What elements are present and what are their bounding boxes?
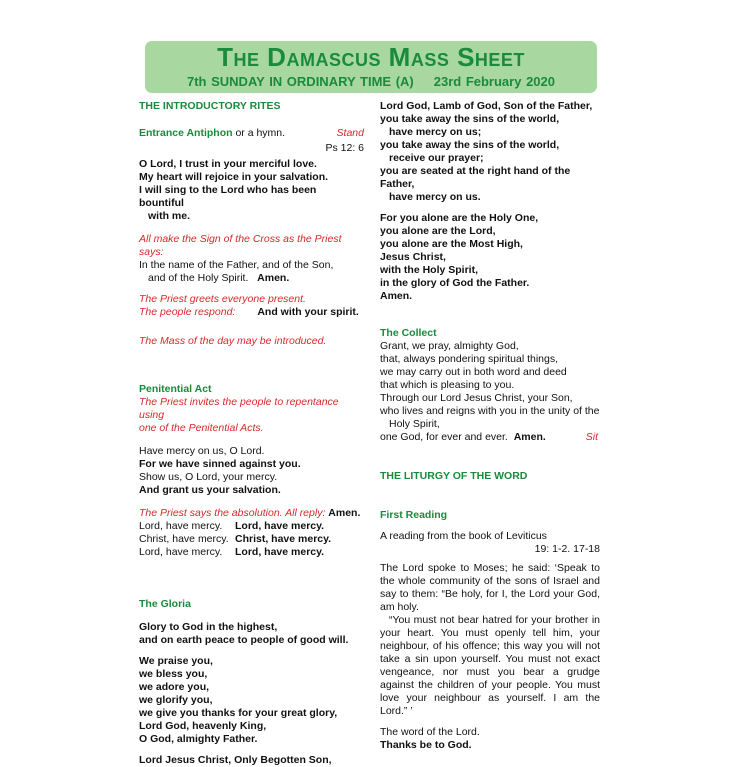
kyrie-row: Lord, have mercy. Lord, have mercy. bbox=[139, 520, 325, 532]
entrance-antiphon-line bbox=[139, 127, 364, 140]
penitential-call: Show us, O Lord, your mercy. bbox=[139, 471, 278, 483]
gloria-heading: The Gloria bbox=[139, 598, 191, 610]
penitential-response: For we have sinned against you. bbox=[139, 458, 301, 470]
antiphon-line: My heart will rejoice in your salvation. bbox=[139, 171, 329, 183]
response-line: The people respond: And with your spirit. bbox=[139, 306, 359, 318]
penitential-call: Have mercy on us, O Lord. bbox=[139, 445, 265, 457]
spirit-response: And with your spirit. bbox=[257, 306, 359, 318]
liturgy-of-word-heading: THE LITURGY OF THE WORD bbox=[380, 470, 528, 482]
gloria-stanza: Glory to God in the highest, and on earth peace to people of good will. bbox=[139, 621, 349, 646]
antiphon-line: O Lord, I trust in your merciful love. bbox=[139, 158, 317, 170]
collect-heading: The Collect bbox=[380, 327, 437, 339]
occasion-line bbox=[145, 73, 597, 90]
left-column bbox=[139, 100, 364, 767]
introductory-rites-heading: THE INTRODUCTORY RITES bbox=[139, 100, 281, 112]
psalm-reference: Ps 12: 6 bbox=[325, 142, 364, 154]
occasion-date: 23rd February 2020 bbox=[433, 74, 555, 89]
sign-of-cross-line: In the name of the Father, and of the Son, bbox=[139, 259, 334, 271]
amen-response: Amen. bbox=[257, 272, 290, 284]
mass-sheet-header bbox=[145, 41, 597, 93]
penitential-rubric-line: The Priest invites the people to repentance using bbox=[139, 396, 339, 421]
entrance-antiphon-label: Entrance Antiphon bbox=[139, 127, 233, 139]
gloria-stanza: We praise you, we bless you, we adore you, we glorify you, we give you thanks for your great glory, Lord God, heavenly King, O God, almighty Father. bbox=[139, 655, 338, 745]
right-column bbox=[380, 100, 600, 752]
reading-paragraph: The Lord spoke to Moses; he said: ‘Speak to the whole community of the sons of Israel and say to them: “Be holy, for I, the Lord your God, am holy. bbox=[380, 562, 600, 613]
absolution-amen: Amen. bbox=[328, 507, 361, 519]
occasion-name: 7th SUNDAY IN ORDINARY TIME (A) bbox=[187, 74, 414, 89]
greeting-rubric: The Priest greets everyone present. bbox=[139, 293, 306, 305]
sign-of-cross-rubric: All make the Sign of the Cross as the Priest says: bbox=[139, 233, 342, 258]
kyrie-row: Christ, have mercy. Christ, have mercy. bbox=[139, 533, 332, 545]
first-reading-heading: First Reading bbox=[380, 509, 448, 521]
kyrie-row: Lord, have mercy. Lord, have mercy. bbox=[139, 546, 325, 558]
gloria-stanza: For you alone are the Holy One, you alone are the Lord, you alone are the Most High, Jesus Christ, with the Holy Spirit, in the glory of God the Father. Amen. bbox=[380, 212, 539, 302]
collect-amen: Amen. bbox=[513, 431, 546, 443]
absolution-line: The Priest says the absolution. All reply: Amen. bbox=[139, 507, 361, 519]
sign-of-cross-line: and of the Holy Spirit. Amen. bbox=[148, 272, 290, 284]
reading-paragraph: “You must not bear hatred for your brother in your heart. You must openly tell him, your neighbour, of his offence; this way you will not take a sin upon yourself. You must not exact vengeance, nor must you bear a grudge against the children of your people. You must love your neighbour as yourself. I am the Lord.” ’ bbox=[380, 614, 600, 717]
gloria-stanza: Lord God, Lamb of God, Son of the Father, you take away the sins of the world, have mercy on us; you take away the sins of the world, receive our prayer; you are seated at the right hand of the Father, have mercy on us. bbox=[380, 100, 593, 203]
word-of-the-lord: The word of the Lord. bbox=[380, 726, 480, 738]
penitential-act-heading: Penitential Act bbox=[139, 383, 212, 395]
thanks-response: Thanks be to God. bbox=[380, 739, 472, 751]
antiphon-line: with me. bbox=[148, 210, 191, 222]
stand-rubric: Stand bbox=[336, 127, 364, 139]
penitential-response: And grant us your salvation. bbox=[139, 484, 281, 496]
mass-introduction-rubric: The Mass of the day may be introduced. bbox=[139, 335, 327, 347]
page-title: The Damascus Mass Sheet bbox=[217, 42, 525, 72]
reading-reference: 19: 1-2. 17-18 bbox=[534, 543, 600, 555]
antiphon-text bbox=[139, 158, 364, 223]
gloria-stanza: Lord Jesus Christ, Only Begotten Son, bbox=[139, 754, 332, 766]
sit-rubric: Sit bbox=[585, 431, 598, 443]
collect-text: Grant, we pray, almighty God, that, always pondering spiritual things, we may carry out in both word and deed that which is pleasing to you. Through our Lord Jesus Christ, your Son, who lives and reigns with you in the unity of the Holy Spirit, one God, for ever and ever. Amen. Sit bbox=[380, 340, 600, 443]
reading-intro: A reading from the book of Leviticus bbox=[380, 530, 547, 542]
antiphon-line: I will sing to the Lord who has been bountiful bbox=[139, 184, 317, 209]
entrance-antiphon-note: or a hymn. bbox=[232, 127, 286, 139]
penitential-rubric-line: one of the Penitential Acts. bbox=[139, 422, 264, 434]
